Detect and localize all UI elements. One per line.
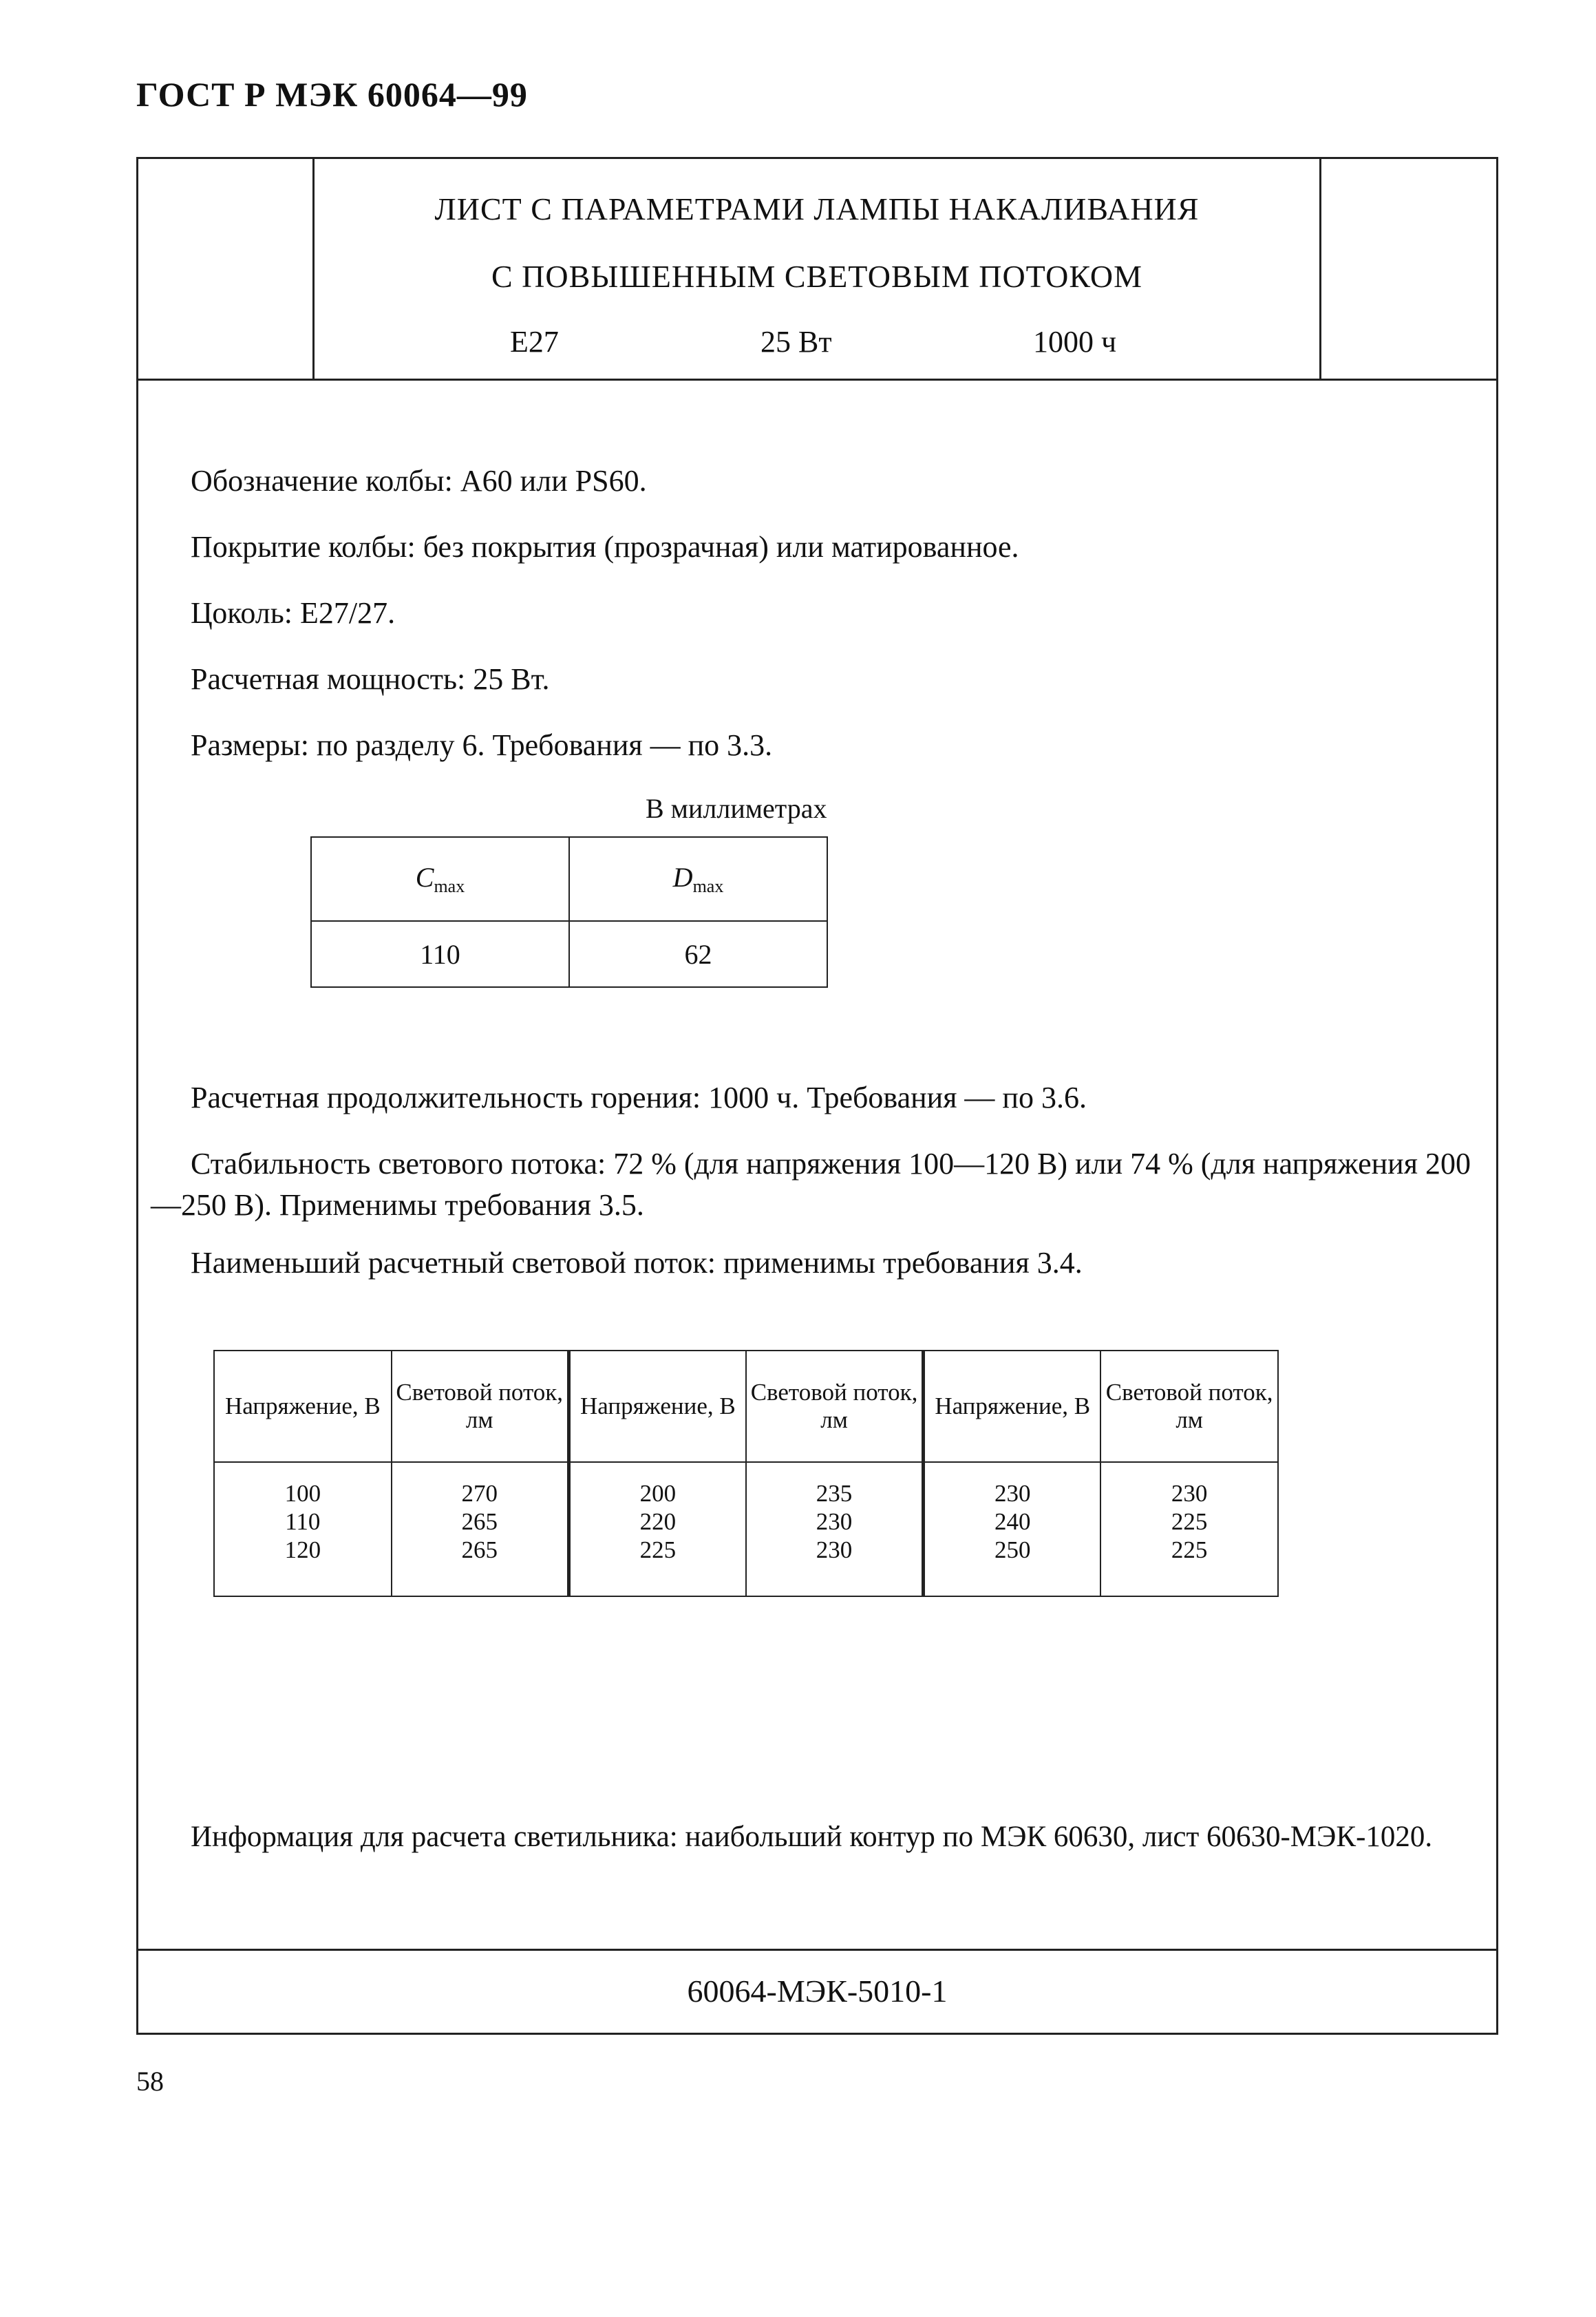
table-cell: 220 bbox=[639, 1508, 677, 1535]
table-cell: 250 bbox=[994, 1536, 1031, 1563]
table-cell: 110 bbox=[285, 1508, 321, 1535]
title-wattage: 25 Вт bbox=[760, 325, 832, 359]
table-cell: 270 bbox=[461, 1480, 498, 1507]
spec-coating: Покрытие колбы: без покрытия (прозрачная) или матированное. bbox=[191, 530, 1019, 564]
dimension-sub-d: max bbox=[692, 876, 724, 896]
flux-header-flux-3: Световой поток, лм bbox=[1100, 1351, 1278, 1462]
flux-header-flux-1: Световой поток, лм bbox=[392, 1351, 569, 1462]
req-stability: Стабильность светового потока: 72 % (для напряжения 100—120 В) или 74 % (для напряжения 200—250 В). Применимы требования 3.5. bbox=[151, 1147, 1471, 1222]
flux-table bbox=[213, 1350, 1279, 1597]
table-cell: 100 bbox=[284, 1480, 321, 1507]
flux-header-voltage-2: Напряжение, В bbox=[568, 1351, 746, 1462]
dimension-value-c: 110 bbox=[311, 921, 569, 987]
dimension-header-c bbox=[311, 837, 569, 921]
dimension-header-d bbox=[569, 837, 827, 921]
dimension-value-d: 62 bbox=[569, 921, 827, 987]
req-min-flux: Наименьший расчетный световой поток: применимы требования 3.4. bbox=[191, 1246, 1083, 1280]
sheet-code: 60064-МЭК-5010-1 bbox=[138, 1949, 1496, 2033]
standard-header: ГОСТ Р МЭК 60064—99 bbox=[136, 75, 528, 114]
dimension-table bbox=[310, 836, 828, 988]
req-lifetime: Расчетная продолжительность горения: 1000 ч. Требования — по 3.6. bbox=[191, 1081, 1087, 1114]
flux-col-flux-2 bbox=[746, 1462, 924, 1596]
sheet-title-line-2: С ПОВЫШЕННЫМ СВЕТОВЫМ ПОТОКОМ bbox=[491, 259, 1143, 294]
flux-header-flux-2: Световой поток, лм bbox=[746, 1351, 924, 1462]
dimension-symbol-c: C bbox=[415, 862, 434, 893]
flux-col-flux-3 bbox=[1100, 1462, 1278, 1596]
table-cell: 230 bbox=[1171, 1480, 1208, 1507]
title-life: 1000 ч bbox=[1033, 325, 1117, 359]
table-cell: 225 bbox=[639, 1536, 677, 1563]
table-cell: 265 bbox=[461, 1508, 498, 1535]
table-cell: 200 bbox=[639, 1480, 677, 1507]
flux-header-voltage-1: Напряжение, В bbox=[214, 1351, 392, 1462]
page-number: 58 bbox=[136, 2066, 164, 2097]
table-cell: 235 bbox=[816, 1480, 853, 1507]
dimension-symbol-d: D bbox=[672, 862, 693, 893]
table-cell: 230 bbox=[816, 1536, 853, 1563]
dimension-unit-label: В миллиметрах bbox=[646, 793, 827, 824]
table-cell: 230 bbox=[816, 1508, 853, 1535]
table-cell: 225 bbox=[1171, 1508, 1208, 1535]
flux-col-voltage-3 bbox=[924, 1462, 1101, 1596]
luminaire-info: Информация для расчета светильника: наибольший контур по МЭК 60630, лист 60630-МЭК-1020. bbox=[191, 1821, 1433, 1853]
flux-col-voltage-2 bbox=[568, 1462, 746, 1596]
spec-power: Расчетная мощность: 25 Вт. bbox=[191, 662, 550, 696]
spec-cap: Цоколь: E27/27. bbox=[191, 596, 396, 630]
table-cell: 240 bbox=[994, 1508, 1031, 1535]
flux-col-voltage-1 bbox=[214, 1462, 392, 1596]
table-cell: 120 bbox=[284, 1536, 321, 1563]
spec-bulb: Обозначение колбы: A60 или PS60. bbox=[191, 464, 647, 498]
title-divider-right bbox=[1319, 159, 1321, 379]
table-cell: 265 bbox=[461, 1536, 498, 1563]
table-cell: 230 bbox=[994, 1480, 1031, 1507]
sheet-frame bbox=[136, 157, 1498, 2035]
table-cell: 225 bbox=[1171, 1536, 1208, 1563]
flux-col-flux-1 bbox=[392, 1462, 569, 1596]
dimension-sub-c: max bbox=[434, 876, 465, 896]
flux-header-voltage-3: Напряжение, В bbox=[924, 1351, 1101, 1462]
title-cap: E27 bbox=[510, 325, 559, 359]
title-block bbox=[138, 159, 1496, 381]
sheet-title-line-1: ЛИСТ С ПАРАМЕТРАМИ ЛАМПЫ НАКАЛИВАНИЯ bbox=[434, 191, 1200, 226]
spec-dimensions: Размеры: по разделу 6. Требования — по 3.3. bbox=[191, 728, 773, 762]
